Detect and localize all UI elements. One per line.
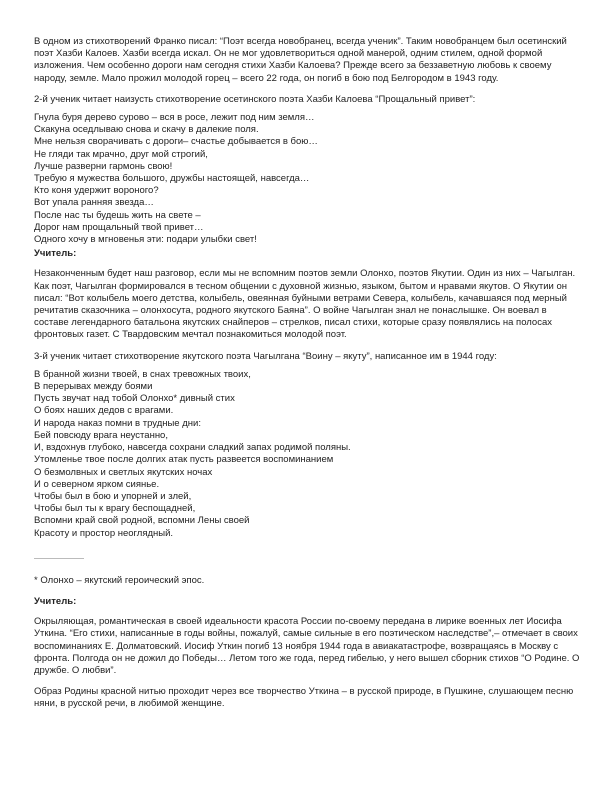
poem-farewell <box>34 112 582 246</box>
poem1-line: Мне нельзя сворачивать с дороги– счастье добывается в бою… <box>34 136 318 148</box>
document-page <box>34 36 582 720</box>
closing-paragraph: Образ Родины красной нитью проходит через все творчество Уткина – в русской природе, в Пушкине, слушающем песню няни, в русской речи, в любимой женщине. <box>34 686 574 710</box>
teacher-label: Учитель: <box>34 248 77 260</box>
student2-intro: 2-й ученик читает наизусть стихотворение осетинского поэта Хазби Калоева “Прощальный привет”: <box>34 93 476 105</box>
poem2-line: И, вздохнув глубоко, навсегда сохрани сладкий запах родимой поляны. <box>34 442 351 454</box>
poem2-line: И народа наказ помни в трудные дни: <box>34 417 201 429</box>
intro-paragraph: В одном из стихотворений Франко писал: “Поэт всегда новобранец, всегда ученик”. Таким новобранцем был осетинский поэт Хазби Калоев. Хазби всегда искал. Он не мог удовлетвориться одной манерой, одним стилем, одной формой изложения. Чем особенно дороги нам сегодня стихи Хазби Калоева? Прежде всего за беззаветную любовь к своему народу, земле. Мало прожил молодой горец – всего 22 года, он погиб в бою под Белгородом в 1943 году. <box>34 36 567 84</box>
poem2-line: Бей повсюду врага неустанно, <box>34 429 168 441</box>
teacher-paragraph-1: Незаконченным будет наш разговор, если мы не вспомним поэтов земли Олонхо, поэтов Якутии. Один из них – Чагылган. Как поэт, Чагылган формировался в тесном общении с духовной жизнью, языком, бытом и нравами якутов. О Якутии он писал: “Вот колыбель моего детства, колыбель, овеянная буйными ветрами Севера, колыбель, качавшаяся под мерный речитатив сказочника – олонхосута, родного якутского Баяна”. О войне Чагылган знал не понаслышке. Он воевал в составе легендарного батальона якутских снайперов – стрелков, писал стихи, которые сразу появлялись на полосах фронтовых газет. С Твардовским мечтал познакомиться молодой поэт. <box>34 268 576 341</box>
teacher-paragraph-2: Окрыляющая, романтическая в своей идеальности красота России по-своему передана в лирике военных лет Иосифа Уткина. “Его стихи, написанные в годы войны, пожалуй, самые сильные в его поэтическом наследстве”,– отмечает в своих воспоминаниях Е. Долматовский. Иосиф Уткин погиб 13 ноября 1944 года в авиакатастрофе, возвращаясь в Москву с фронта. Полгода он не дожил до Победы… Летом того же года, перед гибелью, у него вышел сборник стихов “О Родине. О дружбе. О любви”. <box>34 616 580 676</box>
poem2-line: В перерывах между боями <box>34 381 153 393</box>
poem2-line: В бранной жизни твоей, в снах тревожных твоих, <box>34 368 251 380</box>
poem1-line: Одного хочу в мгновенья эти: подари улыбки свет! <box>34 234 257 246</box>
poem2-line: Красоту и простор неоглядный. <box>34 527 174 539</box>
poem1-line: Требую я мужества большого, дружбы настоящей, навсегда… <box>34 173 310 185</box>
student3-intro: 3-й ученик читает стихотворение якутского поэта Чагылгана “Воину – якуту”, написанное им в 1944 году: <box>34 350 497 362</box>
footnote-divider <box>34 558 84 559</box>
poem2-line: Утомленье твое после долгих атак пусть развеется воспоминанием <box>34 454 334 466</box>
poem1-line: Скакуна оседлываю снова и скачу в далекие поля. <box>34 124 259 136</box>
footnote: * Олонхо – якутский героический эпос. <box>34 574 205 586</box>
poem2-line: О боях наших дедов с врагами. <box>34 405 174 417</box>
poem2-line: Чтобы был ты к врагу беспощадней, <box>34 503 196 515</box>
poem2-line: Пусть звучат над тобой Олонхо* дивный стих <box>34 393 235 405</box>
poem-to-warrior <box>34 369 582 540</box>
poem2-line: Вспомни край свой родной, вспомни Лены своей <box>34 515 250 527</box>
teacher-label: Учитель: <box>34 595 77 607</box>
poem1-line: После нас ты будешь жить на свете – <box>34 209 201 221</box>
poem1-line: Дорог нам прощальный твой привет… <box>34 221 204 233</box>
poem2-line: И о северном ярком сиянье. <box>34 478 160 490</box>
poem1-line: Вот упала ранняя звезда… <box>34 197 154 209</box>
poem1-line: Кто коня удержит вороного? <box>34 185 159 197</box>
poem1-line: Гнула буря дерево сурово – вся в росе, лежит под ним земля… <box>34 112 315 124</box>
poem1-line: Лучше разверни гармонь свою! <box>34 160 173 172</box>
poem2-line: О безмолвных и светлых якутских ночах <box>34 466 213 478</box>
poem1-line: Не гляди так мрачно, друг мой строгий, <box>34 148 208 160</box>
poem2-line: Чтобы был в бою и упорней и злей, <box>34 490 192 502</box>
